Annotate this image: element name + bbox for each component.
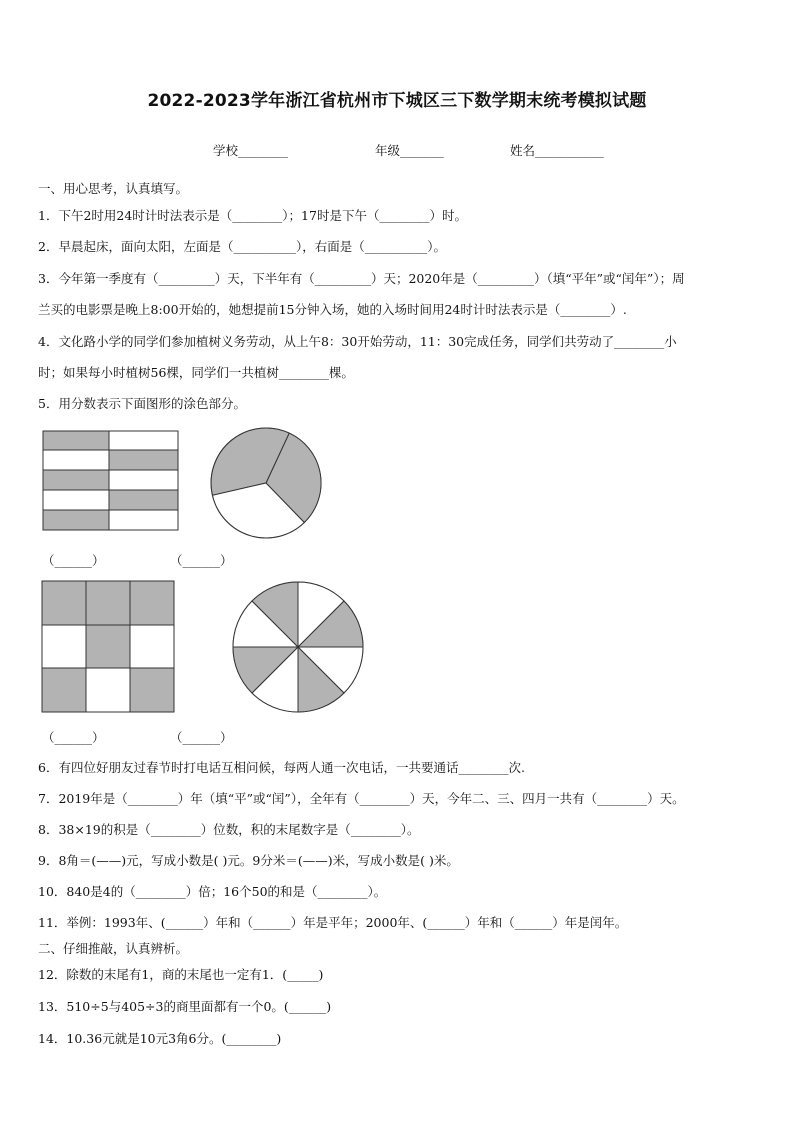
grid-cell: [86, 581, 130, 625]
grid-cell: [109, 490, 178, 510]
question-2: 2．早晨起床，面向太阳，左面是（__________），右面是（__________）。: [38, 239, 446, 254]
question-7: 7．2019年是（________）年（填“平”或“闰”），全年有（________）天，今年二、三、四月一共有（________）天。: [38, 791, 685, 806]
grid-cell: [109, 431, 178, 450]
grid-cell: [109, 450, 178, 470]
grid-cell: [43, 490, 109, 510]
grid-cell: [130, 581, 174, 625]
question-3: 3．今年第一季度有（_________）天，下半年有（_________）天；2020年是（_________）（填“平年”或“闰年”）；周: [38, 271, 685, 286]
figure-circle-thirds: [209, 426, 325, 542]
section-heading: 一、用心思考，认真填写。: [38, 181, 189, 196]
grid-cell: [43, 510, 109, 530]
grid-cell: [42, 581, 86, 625]
question-3-cont: 兰买的电影票是晚上8:00开始的，她想提前15分钟入场，她的入场时间用24时计时法表示是（________）.: [38, 302, 627, 317]
question-11: 11．举例：1993年、(______）年和（______）年是平年；2000年、(______）年和（______）年是闰年。: [38, 915, 628, 930]
answer-blank[interactable]: （______）: [42, 553, 105, 568]
figure-square-grid: [41, 580, 175, 713]
question-6: 6．有四位好朋友过春节时打电话互相问候，每两人通一次电话，一共要通话________次.: [38, 760, 525, 775]
answer-blank[interactable]: （______）: [170, 730, 233, 745]
grade-field[interactable]: 年级_______: [375, 143, 444, 158]
grid-cell: [109, 510, 178, 530]
grid-cell: [86, 668, 130, 712]
figure-circle-eighths: [231, 580, 365, 714]
grid-cell: [43, 431, 109, 450]
question-14: 14．10.36元就是10元3角6分。(________): [38, 1031, 282, 1046]
grid-cell: [130, 668, 174, 712]
question-4-cont: 时；如果每小时植树56棵，同学们一共植树________棵。: [38, 365, 354, 380]
section-heading: 二、仔细推敲，认真辨析。: [38, 941, 189, 956]
page-title: 2022-2023学年浙江省杭州市下城区三下数学期末统考模拟试题: [147, 91, 647, 111]
question-9: 9．8角＝(——)元，写成小数是( )元。9分米＝(——)米，写成小数是( )米。: [38, 853, 459, 868]
question-10: 10．840是4的（________）倍；16个50的和是（________）。: [38, 884, 387, 899]
question-1: 1．下午2时用24时计时法表示是（________）；17时是下午（________）时。: [38, 208, 467, 223]
grid-cell: [109, 470, 178, 490]
question-5: 5．用分数表示下面图形的涂色部分。: [38, 396, 246, 411]
name-field[interactable]: 姓名___________: [510, 143, 604, 158]
figure-rect-grid: [42, 430, 180, 532]
grid-cell: [42, 625, 86, 668]
question-13: 13．510÷5与405÷3的商里面都有一个0。(______): [38, 999, 332, 1014]
answer-blank[interactable]: （______）: [42, 730, 105, 745]
school-field[interactable]: 学校________: [213, 143, 289, 158]
grid-cell: [43, 470, 109, 490]
grid-cell: [86, 625, 130, 668]
question-8: 8．38×19的积是（________）位数，积的末尾数字是（________）。: [38, 822, 420, 837]
grid-cell: [130, 625, 174, 668]
grid-cell: [42, 668, 86, 712]
question-4: 4．文化路小学的同学们参加植树义务劳动，从上午8：30开始劳动，11：30完成任务，同学们共劳动了________小: [38, 334, 677, 349]
question-12: 12．除数的末尾有1，商的末尾也一定有1．(_____): [38, 967, 324, 982]
answer-blank[interactable]: （______）: [170, 553, 233, 568]
grid-cell: [43, 450, 109, 470]
